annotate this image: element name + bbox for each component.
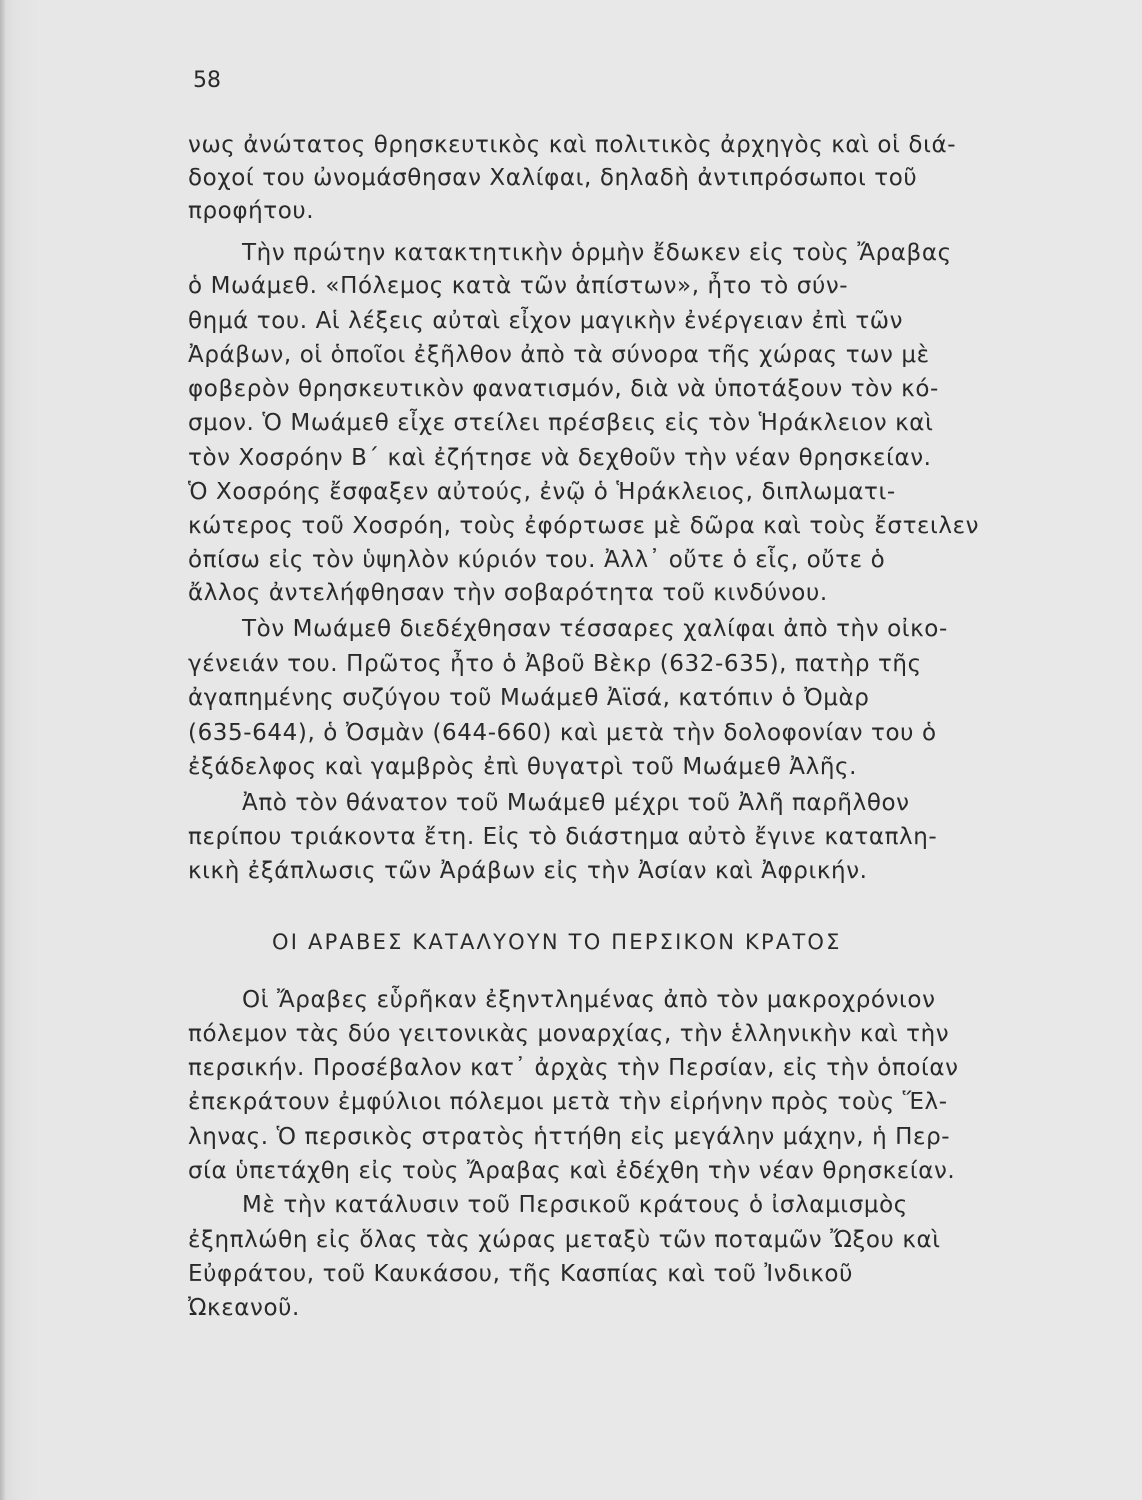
text-line: ἐξάδελφος καὶ γαμβρὸς ἐπὶ θυγατρὶ τοῦ Μωάμεθ Ἀλῆς. (188, 754, 858, 780)
text-line: γένειάν του. Πρῶτος ἦτο ὁ Ἀβοῦ Βὲκρ (632-635), πατὴρ τῆς (188, 651, 922, 677)
text-line: Εὐφράτου, τοῦ Καυκάσου, τῆς Κασπίας καὶ τοῦ Ἰνδικοῦ (188, 1261, 853, 1287)
text-line: περίπου τριάκοντα ἔτη. Εἰς τὸ διάστημα αὐτὸ ἔγινε καταπλη- (188, 824, 938, 850)
text-line: φοβερὸν θρησκευτικὸν φανατισμόν, διὰ νὰ ὑποτάξουν τὸν κό- (188, 376, 939, 402)
text-line: κικὴ ἐξάπλωσις τῶν Ἀράβων εἰς τὴν Ἀσίαν καὶ Ἀφρικήν. (188, 858, 868, 884)
text-line: ἐπεκράτουν ἐμφύλιοι πόλεμοι μετὰ τὴν εἰρήνην πρὸς τοὺς Ἕλ- (188, 1089, 948, 1115)
text-line: Ἀπὸ τὸν θάνατον τοῦ Μωάμεθ μέχρι τοῦ Ἀλῆ παρῆλθον (242, 790, 910, 816)
text-line: σία ὑπετάχθη εἰς τοὺς Ἄραβας καὶ ἐδέχθη τὴν νέαν θρησκείαν. (188, 1158, 956, 1184)
text-line: Ὠκεανοῦ. (188, 1295, 300, 1321)
text-line: περσικήν. Προσέβαλον κατ᾽ ἀρχὰς τὴν Περσίαν, εἰς τὴν ὁποίαν (188, 1055, 959, 1081)
text-line: ἀγαπημένης συζύγου τοῦ Μωάμεθ Ἀϊσά, κατόπιν ὁ Ὀμὰρ (188, 685, 870, 711)
text-line: Ὁ Χοσρόης ἔσφαξεν αὐτούς, ἐνῷ ὁ Ἡράκλειος, διπλωματι- (188, 479, 896, 505)
text-line: δοχοί του ὠνομάσθησαν Χαλίφαι, δηλαδὴ ἀντιπρόσωποι τοῦ (188, 165, 918, 191)
text-line: ἐξηπλώθη εἰς ὅλας τὰς χώρας μεταξὺ τῶν ποταμῶν Ὤξου καὶ (188, 1227, 941, 1253)
text-line: ὀπίσω εἰς τὸν ὑψηλὸν κύριόν του. Ἀλλ᾽ οὔτε ὁ εἷς, οὔτε ὁ (188, 547, 886, 573)
text-line: πόλεμον τὰς δύο γειτονικὰς μοναρχίας, τὴν ἑλληνικὴν καὶ τὴν (188, 1021, 950, 1047)
text-line: (635-644), ὁ Ὀσμὰν (644-660) καὶ μετὰ τὴν δολοφονίαν του ὁ (188, 720, 937, 746)
text-line: νως ἀνώτατος θρησκευτικὸς καὶ πολιτικὸς ἀρχηγὸς καὶ οἱ διά- (188, 132, 957, 158)
page-gutter-shadow (0, 0, 6, 1500)
section-heading: ΟΙ ΑΡΑΒΕΣ ΚΑΤΑΛΥΟΥΝ ΤΟ ΠΕΡΣΙΚΟΝ ΚΡΑΤΟΣ (272, 930, 842, 954)
text-line: Μὲ τὴν κατάλυσιν τοῦ Περσικοῦ κράτους ὁ ἰσλαμισμὸς (242, 1192, 908, 1218)
text-line: ληνας. Ὁ περσικὸς στρατὸς ἡττήθη εἰς μεγάλην μάχην, ἡ Περ- (188, 1124, 951, 1150)
text-line: τὸν Χοσρόην Β´ καὶ ἐζήτησε νὰ δεχθοῦν τὴν νέαν θρησκείαν. (188, 445, 932, 471)
text-line: Οἱ Ἄραβες εὗρῆκαν ἐξηντλημένας ἀπὸ τὸν μακροχρόνιον (242, 987, 936, 1013)
text-line: ὁ Μωάμεθ. «Πόλεμος κατὰ τῶν ἀπίστων», ἦτο τὸ σύν- (188, 273, 849, 299)
text-line: θημά του. Αἱ λέξεις αὐταὶ εἶχον μαγικὴν ἐνέργειαν ἐπὶ τῶν (188, 308, 904, 334)
text-line: σμον. Ὁ Μωάμεθ εἶχε στείλει πρέσβεις εἰς τὸν Ἡράκλειον καὶ (188, 410, 934, 436)
text-line: Τὴν πρώτην κατακτητικὴν ὁρμὴν ἔδωκεν εἰς τοὺς Ἄραβας (242, 240, 952, 266)
text-line: Ἀράβων, οἱ ὁποῖοι ἐξῆλθον ἀπὸ τὰ σύνορα τῆς χώρας των μὲ (188, 342, 930, 368)
text-line: προφήτου. (188, 198, 315, 224)
text-line: Τὸν Μωάμεθ διεδέχθησαν τέσσαρες χαλίφαι ἀπὸ τὴν οἰκο- (242, 616, 948, 642)
page-number: 58 (193, 68, 221, 93)
text-line: κώτερος τοῦ Χοσρόη, τοὺς ἐφόρτωσε μὲ δῶρα καὶ τοὺς ἔστειλεν (188, 513, 980, 539)
text-line: ἄλλος ἀντελήφθησαν τὴν σοβαρότητα τοῦ κινδύνου. (188, 580, 828, 606)
